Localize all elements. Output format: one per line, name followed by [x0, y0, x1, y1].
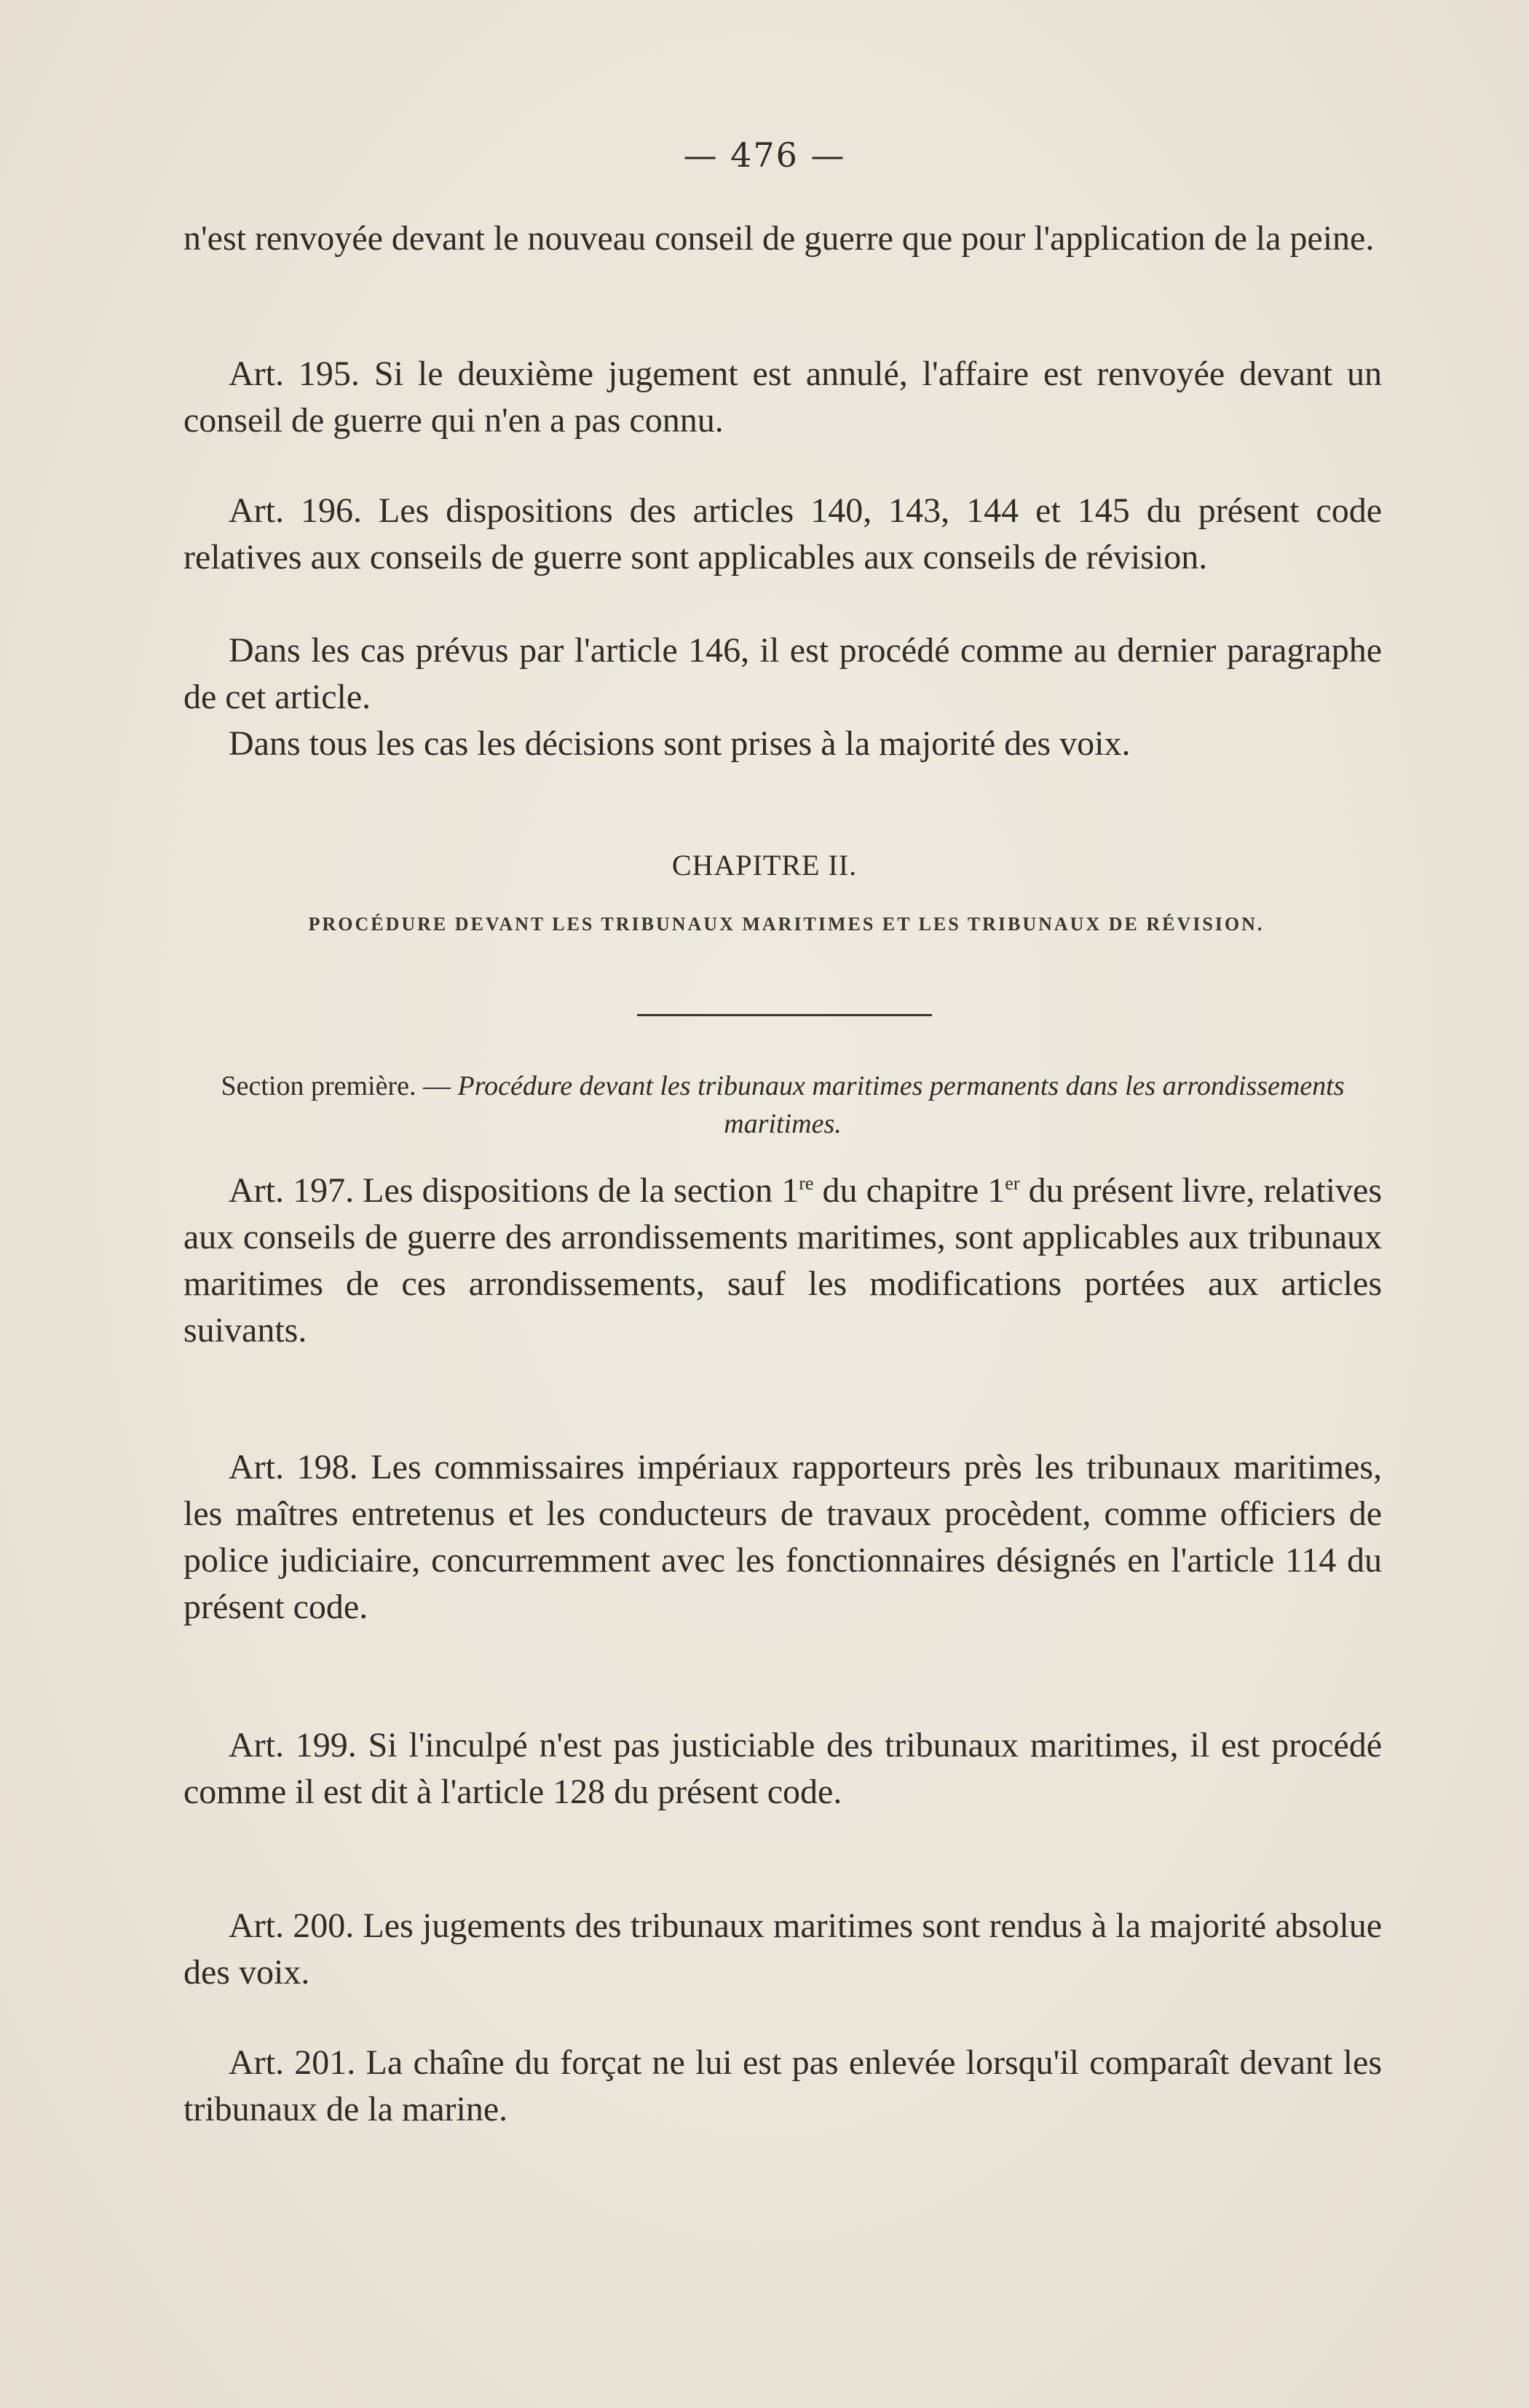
continuation-paragraph: n'est renvoyée devant le nouveau conseil de guerre que pour l'application de la peine.	[183, 219, 1375, 258]
article-197	[183, 1168, 1382, 1354]
article-196-paragraph-3: Dans tous les cas les décisions sont prises à la majorité des voix.	[229, 724, 1131, 763]
section-divider	[637, 1014, 932, 1016]
article-195: Art. 195. Si le deuxième jugement est annulé, l'affaire est renvoyée devant un conseil de guerre qui n'en a pas connu.	[183, 355, 1382, 440]
article-197-part-2: du chapitre 1	[813, 1171, 1005, 1210]
section-label: Section première. —	[221, 1071, 458, 1101]
page-number: — 476 —	[683, 135, 846, 175]
article-197-part-1: Art. 197. Les dispositions de la section 1	[229, 1171, 799, 1210]
article-198: Art. 198. Les commissaires impériaux rapporteurs près les tribunaux maritimes, les maîtres entretenus et les conducteurs de travaux procèdent, comme officiers de police judiciaire, concurremment avec les fonctionnaires désignés en l'article 114 du présent code.	[183, 1448, 1382, 1626]
article-197-superscript-1: re	[799, 1173, 814, 1194]
article-197-part-3: du présent livre, relatives aux conseils de guerre des arrondissements maritimes, sont applicables aux tribunaux maritimes de ces arrondissements, sauf les modifications portées aux articles suivants.	[183, 1171, 1383, 1350]
article-199: Art. 199. Si l'inculpé n'est pas justiciable des tribunaux maritimes, il est procédé comme il est dit à l'article 128 du présent code.	[183, 1726, 1382, 1811]
section-heading	[183, 1067, 1382, 1143]
article-196-paragraph-1: Art. 196. Les dispositions des articles 140, 143, 144 et 145 du présent code relatives aux conseils de guerre sont applicables aux conseils de révision.	[183, 491, 1382, 577]
article-196-paragraph-2: Dans les cas prévus par l'article 146, il est procédé comme au dernier paragraphe de cet article.	[183, 631, 1382, 716]
article-201: Art. 201. La chaîne du forçat ne lui est pas enlevée lorsqu'il comparaît devant les tribunaux de la marine.	[183, 2043, 1382, 2128]
section-title: Procédure devant les tribunaux maritimes permanents dans les arrondissements maritimes.	[457, 1071, 1345, 1139]
article-197-superscript-2: er	[1005, 1173, 1020, 1194]
article-200: Art. 200. Les jugements des tribunaux maritimes sont rendus à la majorité absolue des voix.	[183, 1906, 1382, 1992]
chapter-subtitle: PROCÉDURE DEVANT LES TRIBUNAUX MARITIMES ET LES TRIBUNAUX DE RÉVISION.	[308, 914, 1265, 935]
chapter-heading: CHAPITRE II.	[671, 849, 858, 882]
